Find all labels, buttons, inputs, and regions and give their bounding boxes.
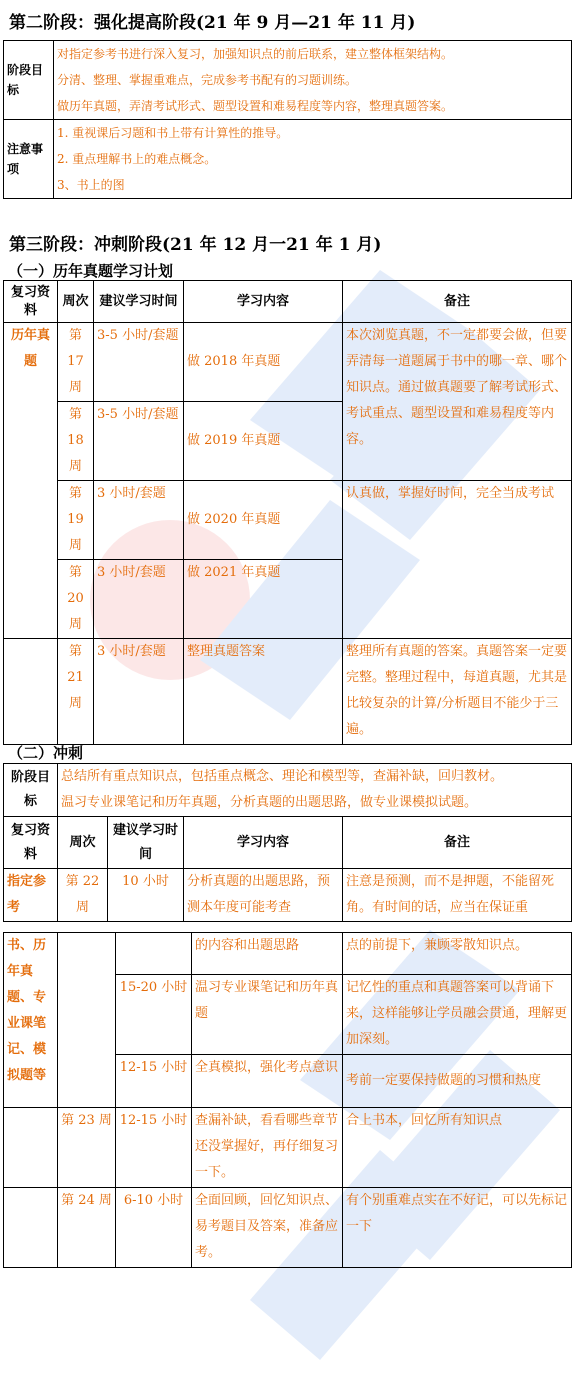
stage3-title: 第三阶段：冲刺阶段(21 年 12 月一21 年 1 月): [9, 235, 382, 255]
sprint-table-bottom: [3, 932, 572, 1268]
stage2-notes-label: 注意事项: [4, 120, 54, 199]
stage2-notes-cell: [54, 120, 572, 199]
time-cell: 6-10 小时: [116, 1188, 192, 1268]
week-cell: 第19周: [58, 481, 94, 560]
content-cell: 全真模拟，强化考点意识: [192, 1055, 343, 1108]
content-cell: 全面回顾，回忆知识点、易考题目及答案，准备应考。: [192, 1188, 343, 1268]
stage2-note-line: 1. 重视课后习题和书上带有计算性的推导。: [57, 126, 289, 140]
stage2-table: [3, 40, 572, 199]
remark-cell: 有个别重难点实在不好记，可以先标记一下: [343, 1188, 572, 1268]
week-cell: 第21周: [58, 639, 94, 745]
past-exam-table: [3, 280, 572, 745]
content-cell: 做 2018 年真题: [184, 323, 343, 402]
stage2-goal-cell: [54, 41, 572, 120]
remark-cell: 记忆性的重点和真题答案可以背诵下来，这样能够让学员融会贯通，理解更加深刻。: [343, 975, 572, 1055]
stage2-goal-line: 做历年真题，弄清考试形式、题型设置和难易程度等内容，整理真题答案。: [57, 99, 454, 113]
time-cell: 3 小时/套题: [94, 639, 184, 745]
stage2-goal-label: 阶段目标: [4, 41, 54, 120]
time-cell: 3-5 小时/套题: [94, 402, 184, 481]
material-empty: [4, 639, 58, 745]
header2-material: 复习资料: [4, 817, 58, 869]
sprint-goal-line: 总结所有重点知识点，包括重点概念、理论和模型等，查漏补缺，回归教材。: [61, 769, 504, 784]
content-cell: 做 2021 年真题: [184, 560, 343, 639]
header-content: 学习内容: [184, 281, 343, 323]
sprint-goal-label: 阶段目标: [4, 764, 58, 817]
remark-cell: 本次浏览真题，不一定都要会做，但要弄清每一道题属于书中的哪一章、哪个知识点。通过做真题要了解考试形式、考试重点、题型设置和难易程度等内容。: [343, 323, 572, 481]
header2-week: 周次: [58, 817, 108, 869]
week-cell: 第17周: [58, 323, 94, 402]
content-cell: 温习专业课笔记和历年真题: [192, 975, 343, 1055]
week-cell: 第20周: [58, 560, 94, 639]
time-cell: 15-20 小时: [116, 975, 192, 1055]
time-cell: 12-15 小时: [116, 1108, 192, 1188]
header2-remark: 备注: [343, 817, 572, 869]
time-cell: 12-15 小时: [116, 1055, 192, 1108]
stage2-title: 第二阶段：强化提高阶段(21 年 9 月—21 年 11 月): [9, 13, 416, 33]
content-cell: 做 2020 年真题: [184, 481, 343, 560]
header-material: 复习资料: [4, 281, 58, 323]
stage2-note-line: 2. 重点理解书上的难点概念。: [57, 152, 217, 166]
stage3-sub1: （一）历年真题学习计划: [8, 262, 174, 280]
time-empty: [116, 933, 192, 975]
remark-cell: 认真做，掌握好时间，完全当成考试: [343, 481, 572, 639]
header2-time: 建议学习时间: [108, 817, 184, 869]
sprint-table-top: [3, 763, 572, 922]
week-cell: 第 23 周: [58, 1108, 116, 1188]
remark-cell: 合上书本，回忆所有知识点: [343, 1108, 572, 1188]
content-cell: 查漏补缺，看看哪些章节还没掌握好，再仔细复习一下。: [192, 1108, 343, 1188]
content-cell: 的内容和出题思路: [192, 933, 343, 975]
stage3-sub2: （二）冲刺: [8, 744, 84, 762]
sprint-goal-cell: [58, 764, 572, 817]
content-cell: 整理真题答案: [184, 639, 343, 745]
content-cell: 分析真题的出题思路，预测本年度可能考查: [184, 869, 343, 922]
material2-top: 指定参考: [4, 869, 58, 922]
header2-content: 学习内容: [184, 817, 343, 869]
remark-cell: 考前一定要保持做题的习惯和热度: [343, 1055, 572, 1108]
stage2-note-line: 3、书上的图: [57, 178, 125, 192]
week-cell: 第 22 周: [58, 869, 108, 922]
remark-cell: 注意是预测，而不是押题，不能留死角。有时间的话，应当在保证重: [343, 869, 572, 922]
header-time: 建议学习时间: [94, 281, 184, 323]
content-cell: 做 2019 年真题: [184, 402, 343, 481]
remark-cell: 整理所有真题的答案。真题答案一定要完整。整理过程中，每道真题，尤其是比较复杂的计算/分析题目不能少于三遍。: [343, 639, 572, 745]
material-continue: [4, 1108, 58, 1188]
remark-cell: 点的前提下，兼顾零散知识点。: [343, 933, 572, 975]
time-cell: 3 小时/套题: [94, 560, 184, 639]
week-cell: 第 24 周: [58, 1188, 116, 1268]
header-week: 周次: [58, 281, 94, 323]
header-remark: 备注: [343, 281, 572, 323]
sprint-goal-line: 温习专业课笔记和历年真题，分析真题的出题思路，做专业课模拟试题。: [61, 795, 478, 810]
stage2-goal-line: 分清、整理、掌握重难点，完成参考书配有的习题训练。: [57, 73, 358, 87]
material-continue: [4, 1188, 58, 1268]
week-empty: [58, 933, 116, 1108]
material-past-exam: 历年真题: [4, 323, 58, 639]
material2-bottom: 书、历年真题、专业课笔记、模拟题等: [4, 933, 58, 1108]
time-cell: 10 小时: [108, 869, 184, 922]
time-cell: 3-5 小时/套题: [94, 323, 184, 402]
stage2-goal-line: 对指定参考书进行深入复习，加强知识点的前后联系，建立整体框架结构。: [57, 47, 454, 61]
week-cell: 第18周: [58, 402, 94, 481]
time-cell: 3 小时/套题: [94, 481, 184, 560]
